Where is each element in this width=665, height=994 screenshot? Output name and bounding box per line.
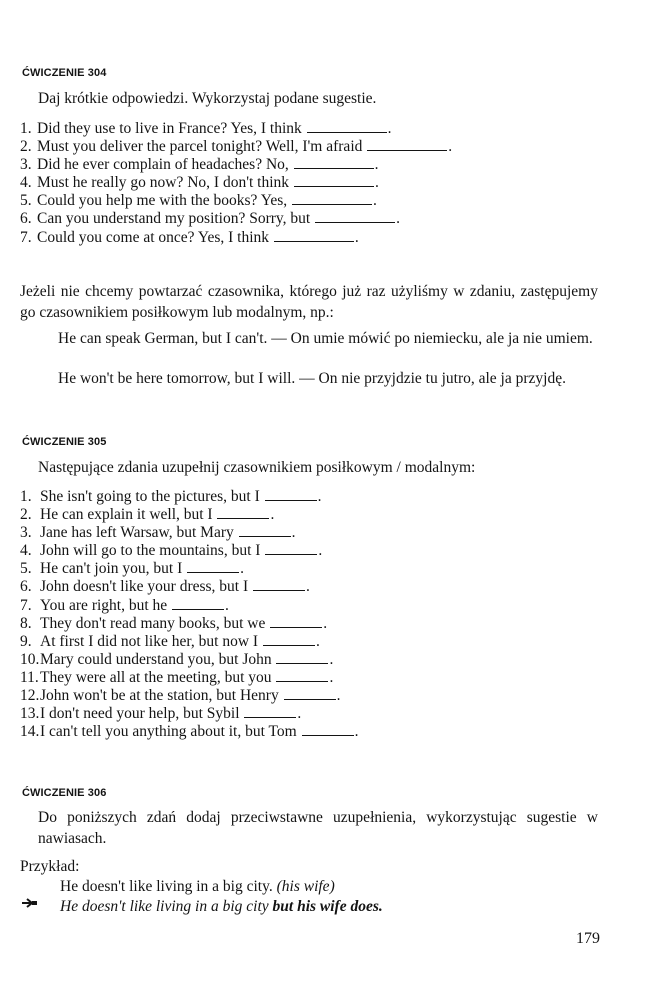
answer-blank[interactable]	[263, 632, 315, 646]
item-end: .	[225, 596, 229, 614]
exercise-item	[20, 209, 452, 227]
item-number: 12.	[20, 687, 40, 705]
exercise-item	[20, 155, 452, 173]
item-text: John will go to the mountains, but I	[40, 542, 261, 560]
exercise-304-heading: ĆWICZENIE 304	[22, 67, 107, 79]
answer-blank[interactable]	[270, 614, 322, 628]
example-answer-bold: but his wife does.	[272, 898, 383, 915]
item-text: At first I did not like her, but now I	[40, 632, 259, 650]
exercise-item	[20, 505, 358, 523]
item-number: 4.	[20, 174, 32, 192]
item-end: .	[270, 506, 275, 524]
item-text: Must you deliver the parcel tonight? Well, I'm afraid	[37, 138, 363, 156]
item-end: .	[329, 650, 334, 668]
exercise-item	[20, 173, 452, 191]
answer-blank[interactable]	[244, 704, 296, 718]
item-end: .	[448, 138, 453, 156]
item-text: Can you understand my position? Sorry, but	[37, 210, 311, 228]
example-sentence	[60, 876, 335, 897]
exercise-item	[20, 722, 358, 740]
exercise-item	[20, 523, 358, 541]
item-text: Jane has left Warsaw, but Mary	[40, 524, 234, 542]
exercise-item	[20, 614, 358, 632]
answer-blank[interactable]	[276, 668, 328, 682]
exercise-306-instruction: Do poniższych zdań dodaj przeciwstawne uzupełnienia, wykorzystując sugestie w nawiasach.	[38, 809, 598, 847]
item-number: 10.	[20, 650, 40, 668]
item-end: .	[336, 687, 341, 705]
item-number: 8.	[20, 614, 32, 632]
exercise-item	[20, 668, 358, 686]
answer-blank[interactable]	[276, 650, 328, 664]
answer-blank[interactable]	[217, 505, 269, 519]
item-number: 14.	[20, 723, 40, 741]
answer-blank[interactable]	[294, 155, 374, 169]
item-end: .	[374, 156, 379, 174]
explanation-example-2: He won't be here tomorrow, but I will. — On nie przyjdzie tu jutro, ale ja przyjdę.	[58, 370, 566, 387]
item-number: 11.	[20, 668, 39, 686]
item-end: .	[373, 192, 377, 210]
item-number: 6.	[20, 578, 32, 596]
exercise-304-instruction: Daj krótkie odpowiedzi. Wykorzystaj podane sugestie.	[38, 90, 377, 107]
item-end: .	[318, 542, 323, 560]
item-number: 7.	[20, 228, 32, 246]
exercise-item	[20, 119, 452, 137]
exercise-item	[20, 137, 452, 155]
answer-blank[interactable]	[367, 137, 447, 151]
item-end: .	[329, 668, 334, 686]
item-text: Mary could understand you, but John	[40, 650, 272, 668]
item-end: .	[374, 174, 379, 192]
exercise-305-heading: ĆWICZENIE 305	[22, 436, 107, 448]
item-number: 1.	[20, 120, 32, 137]
exercise-item	[20, 577, 358, 595]
item-text: John doesn't like your dress, but I	[40, 578, 249, 596]
item-text: Did he ever complain of headaches? No,	[37, 156, 289, 174]
item-end: .	[354, 723, 359, 741]
exercise-item	[20, 704, 358, 722]
explanation-example-1: He can speak German, but I can't. — On umie mówić po niemiecku, ale ja nie umiem.	[58, 330, 593, 347]
answer-blank[interactable]	[284, 686, 336, 700]
pointing-hand-icon	[22, 898, 38, 908]
item-number: 1.	[20, 488, 32, 505]
item-number: 4.	[20, 542, 32, 560]
exercise-305-list	[20, 487, 358, 740]
item-text: I don't need your help, but Sybil	[40, 705, 240, 723]
item-number: 2.	[20, 506, 32, 524]
exercise-item	[20, 541, 358, 559]
item-number: 5.	[20, 560, 32, 578]
answer-blank[interactable]	[315, 209, 395, 223]
item-text: Could you come at once? Yes, I think	[37, 228, 270, 246]
exercise-item	[20, 559, 358, 577]
exercise-item	[20, 191, 452, 209]
example-answer	[60, 896, 383, 917]
item-number: 2.	[20, 138, 32, 156]
item-number: 7.	[20, 596, 32, 614]
answer-blank[interactable]	[307, 119, 387, 133]
item-text: They don't read many books, but we	[40, 614, 266, 632]
item-end: .	[317, 488, 322, 505]
answer-blank[interactable]	[274, 228, 354, 242]
item-end: .	[315, 632, 320, 650]
item-text: John won't be at the station, but Henry	[40, 687, 279, 705]
item-text: You are right, but he	[40, 596, 168, 614]
item-text: Could you help me with the books? Yes,	[37, 192, 288, 210]
item-text: He can't join you, but I	[40, 560, 183, 578]
item-end: .	[323, 614, 328, 632]
answer-blank[interactable]	[292, 191, 372, 205]
answer-blank[interactable]	[187, 559, 239, 573]
example-sentence-text: He doesn't like living in a big city.	[60, 878, 273, 895]
item-end: .	[354, 228, 359, 246]
item-text: I can't tell you anything about it, but Tom	[40, 723, 297, 741]
item-number: 13.	[20, 705, 40, 723]
explanation-paragraph: Jeżeli nie chcemy powtarzać czasownika, którego już raz użyliśmy w zdaniu, zastępujemy go czasownikiem posiłkowym lub modalnym, np.:	[20, 283, 598, 321]
item-number: 9.	[20, 632, 32, 650]
example-label: Przykład:	[20, 858, 80, 875]
exercise-item	[20, 596, 358, 614]
exercise-306-heading: ĆWICZENIE 306	[22, 787, 107, 799]
exercise-305-instruction: Następujące zdania uzupełnij czasownikiem posiłkowym / modalnym:	[38, 459, 476, 476]
item-end: .	[291, 524, 296, 542]
item-number: 3.	[20, 156, 32, 174]
item-number: 5.	[20, 192, 32, 210]
item-text: He can explain it well, but I	[40, 506, 213, 524]
item-text: Must he really go now? No, I don't think	[37, 174, 290, 192]
exercise-item	[20, 650, 358, 668]
item-end: .	[387, 120, 392, 137]
item-end: .	[396, 210, 400, 228]
item-text: She isn't going to the pictures, but I	[40, 488, 260, 505]
item-end: .	[240, 560, 245, 578]
item-number: 6.	[20, 210, 32, 228]
exercise-304-list	[20, 119, 452, 246]
example-hint: (his wife)	[276, 878, 335, 895]
answer-blank[interactable]	[172, 596, 224, 610]
answer-blank[interactable]	[302, 722, 354, 736]
answer-blank[interactable]	[253, 577, 305, 591]
item-end: .	[306, 578, 310, 596]
item-text: They were all at the meeting, but you	[40, 668, 272, 686]
exercise-item	[20, 228, 452, 246]
item-end: .	[297, 705, 302, 723]
page-number: 179	[576, 930, 600, 947]
example-answer-italic: He doesn't like living in a big city	[60, 898, 269, 915]
answer-blank[interactable]	[265, 487, 317, 501]
exercise-item	[20, 686, 358, 704]
answer-blank[interactable]	[294, 173, 374, 187]
exercise-item	[20, 487, 358, 505]
item-text: Did they use to live in France? Yes, I think	[37, 120, 302, 137]
answer-blank[interactable]	[265, 541, 317, 555]
item-number: 3.	[20, 524, 32, 542]
answer-blank[interactable]	[239, 523, 291, 537]
exercise-item	[20, 632, 358, 650]
